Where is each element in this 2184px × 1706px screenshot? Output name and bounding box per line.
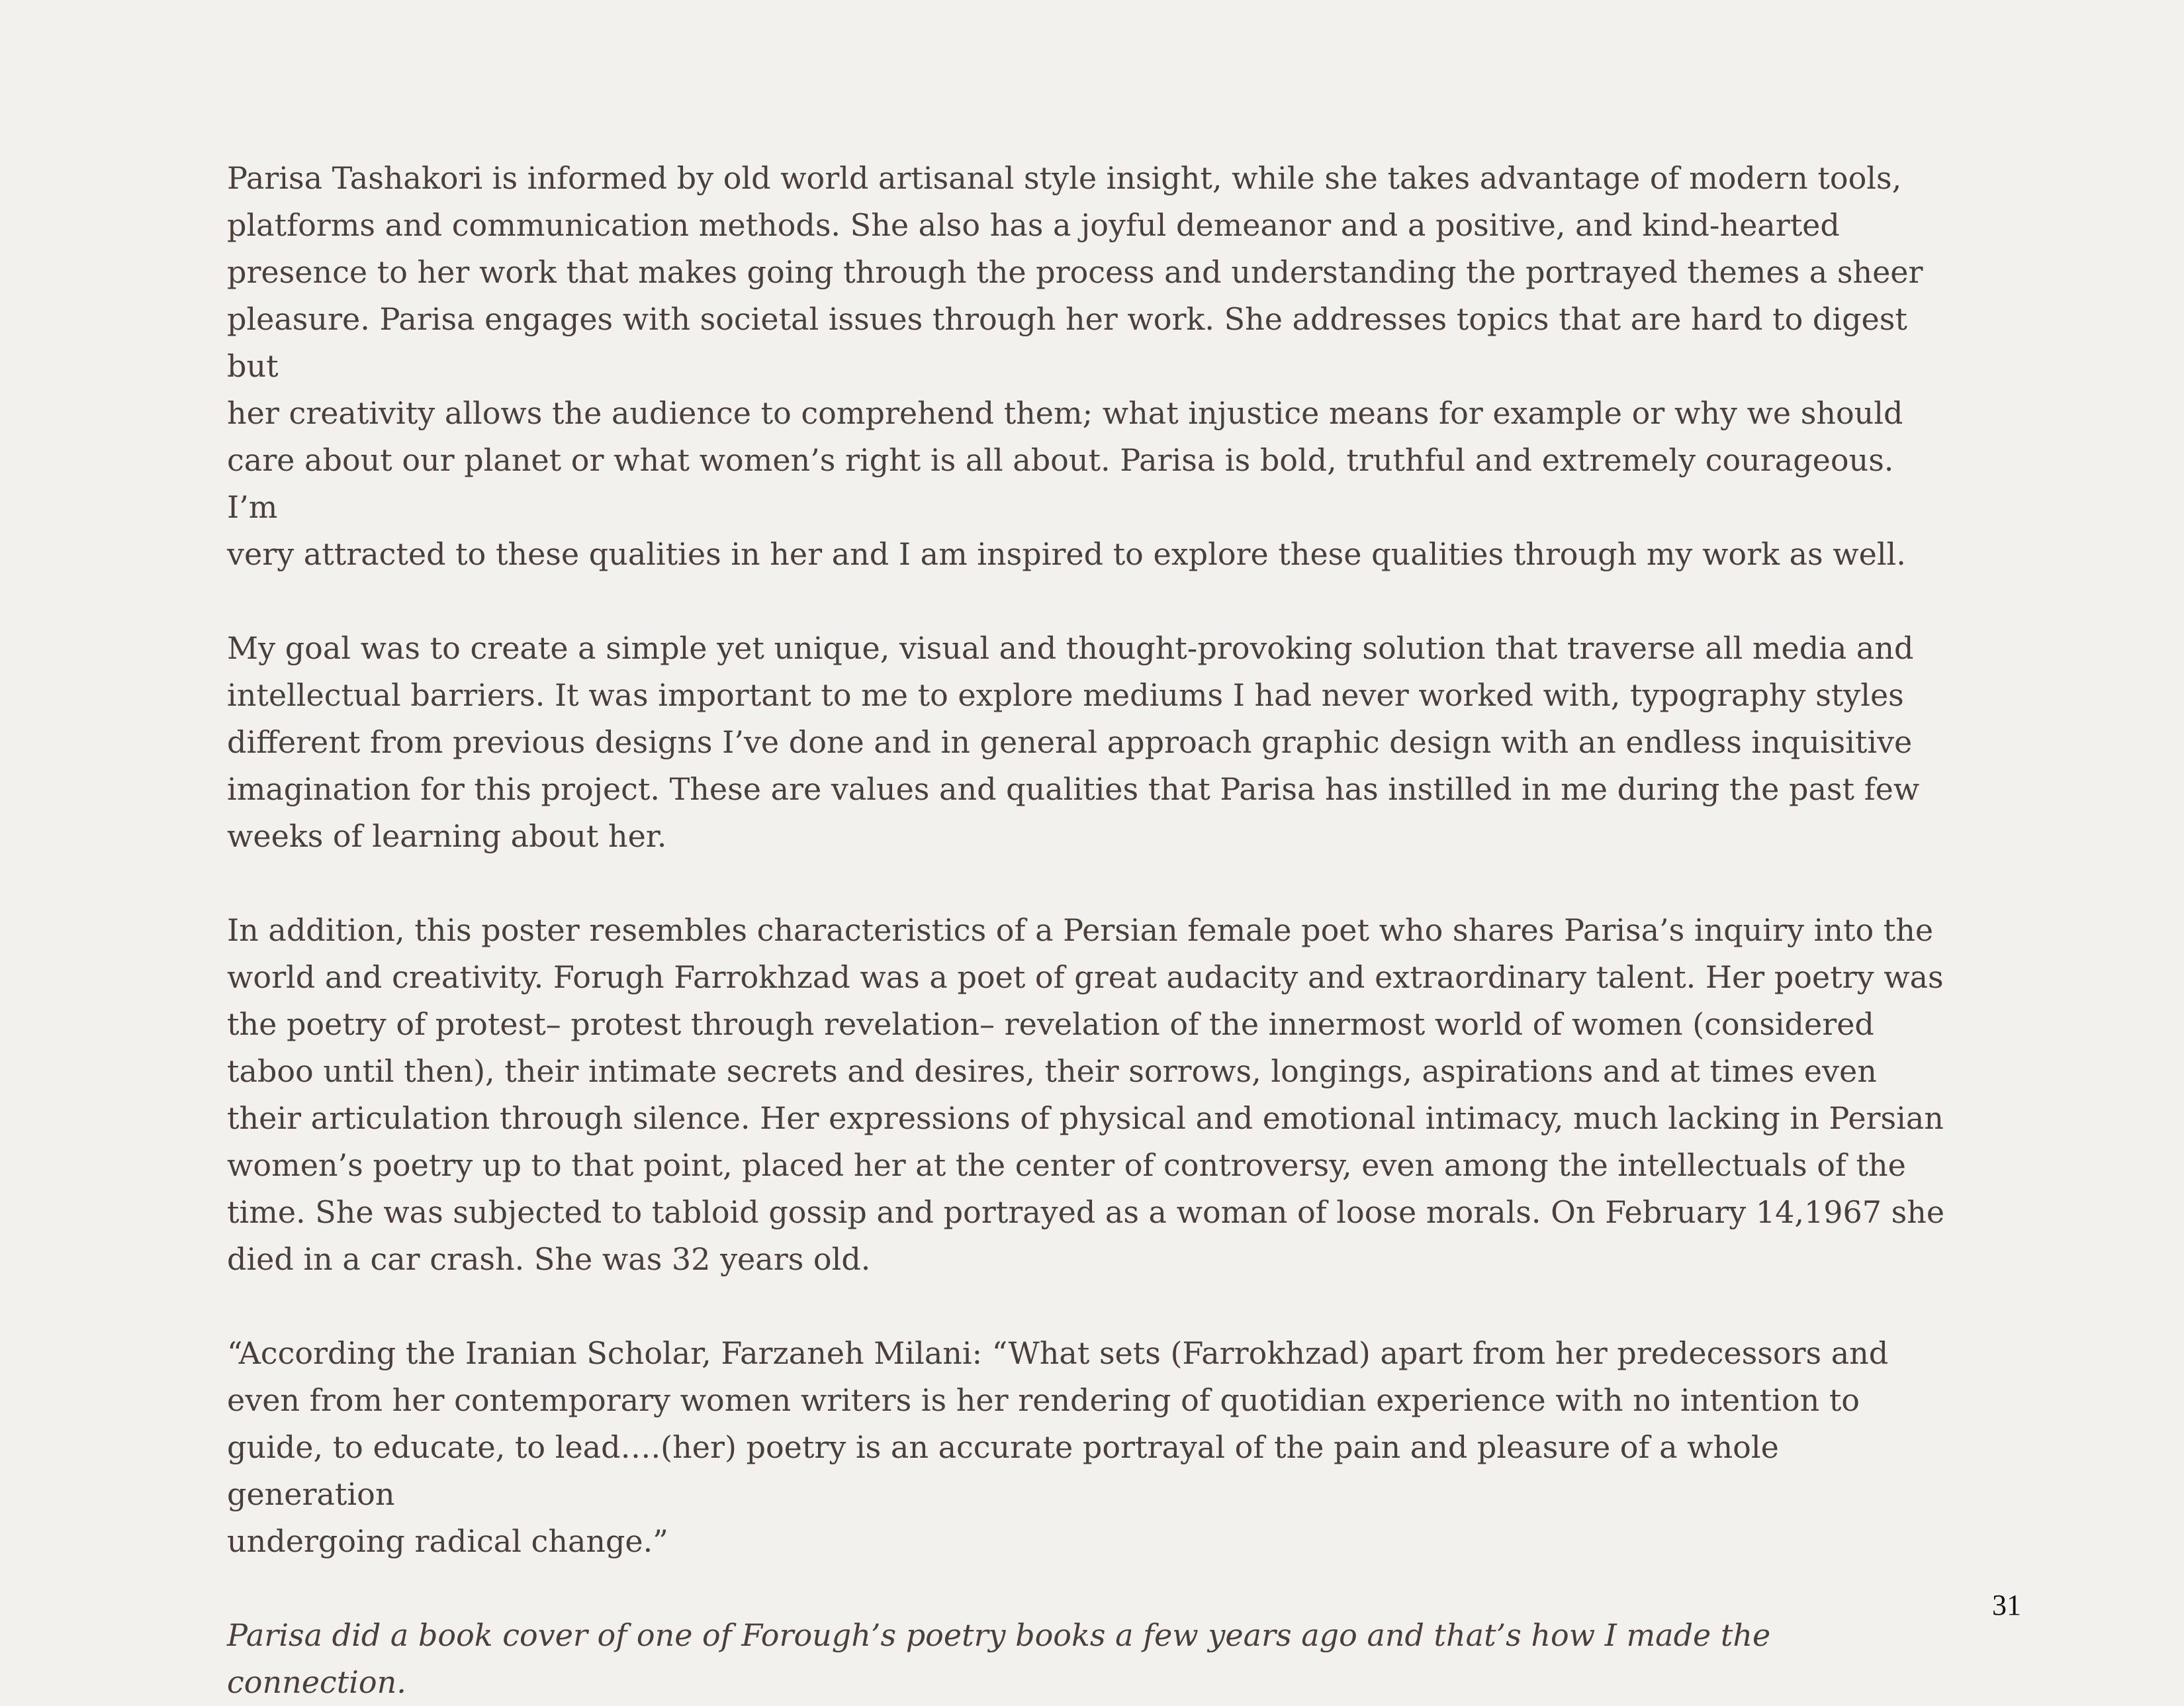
page-number: 31	[1992, 1589, 2021, 1621]
paragraph-project-goal: My goal was to create a simple yet unique, visual and thought-provoking solution that traverse all media and intellectual barriers. It was important to me to explore mediums I had never worked with, typography styles different from previous designs I’ve done and in general approach graphic design with an endless inquisitive imagination for this project. These are values and qualities that Parisa has instilled in me during the past few weeks of learning about her.	[227, 630, 1920, 854]
paragraph-milani-quote: “According the Iranian Scholar, Farzaneh Milani: “What sets (Farrokhzad) apart from her predecessors and even from her contemporary women writers is her rendering of quotidian experience with no intention to guide, to educate, to lead….(her) poetry is an accurate portrayal of the pain and pleasure of a whole generation undergoing radical change.”	[227, 1335, 1889, 1559]
body-text	[227, 155, 1948, 1706]
paragraph-forugh-farrokhzad: In addition, this poster resembles characteristics of a Persian female poet who shares Parisa’s inquiry into the world and creativity. Forugh Farrokhzad was a poet of great audacity and extraordinary talent. Her poetry was the poetry of protest– protest through revelation– revelation of the innermost world of women (considered taboo until then), their intimate secrets and desires, their sorrows, longings, aspirations and at times even their articulation through silence. Her expressions of physical and emotional intimacy, much lacking in Persian women’s poetry up to that point, placed her at the center of controversy, even among the intellectuals of the time. She was subjected to tabloid gossip and portrayed as a woman of loose morals. On February 14,1967 she died in a car crash. She was 32 years old.	[227, 912, 1945, 1277]
italic-note: Parisa did a book cover of one of Forough’s poetry books a few years ago and that’s how I made the connection.	[227, 1617, 1771, 1700]
paragraph-about-parisa: Parisa Tashakori is informed by old world artisanal style insight, while she takes advantage of modern tools, platforms and communication methods. She also has a joyful demeanor and a positive, and kind-hearted presence to her work that makes going through the process and understanding the portrayed themes a sheer pleasure. Parisa engages with societal issues through her work. She addresses topics that are hard to digest but her creativity allows the audience to comprehend them; what injustice means for example or why we should care about our planet or what women’s right is all about. Parisa is bold, truthful and extremely courageous. I’m very attracted to these qualities in her and I am inspired to explore these qualities through my work as well.	[227, 160, 1923, 572]
